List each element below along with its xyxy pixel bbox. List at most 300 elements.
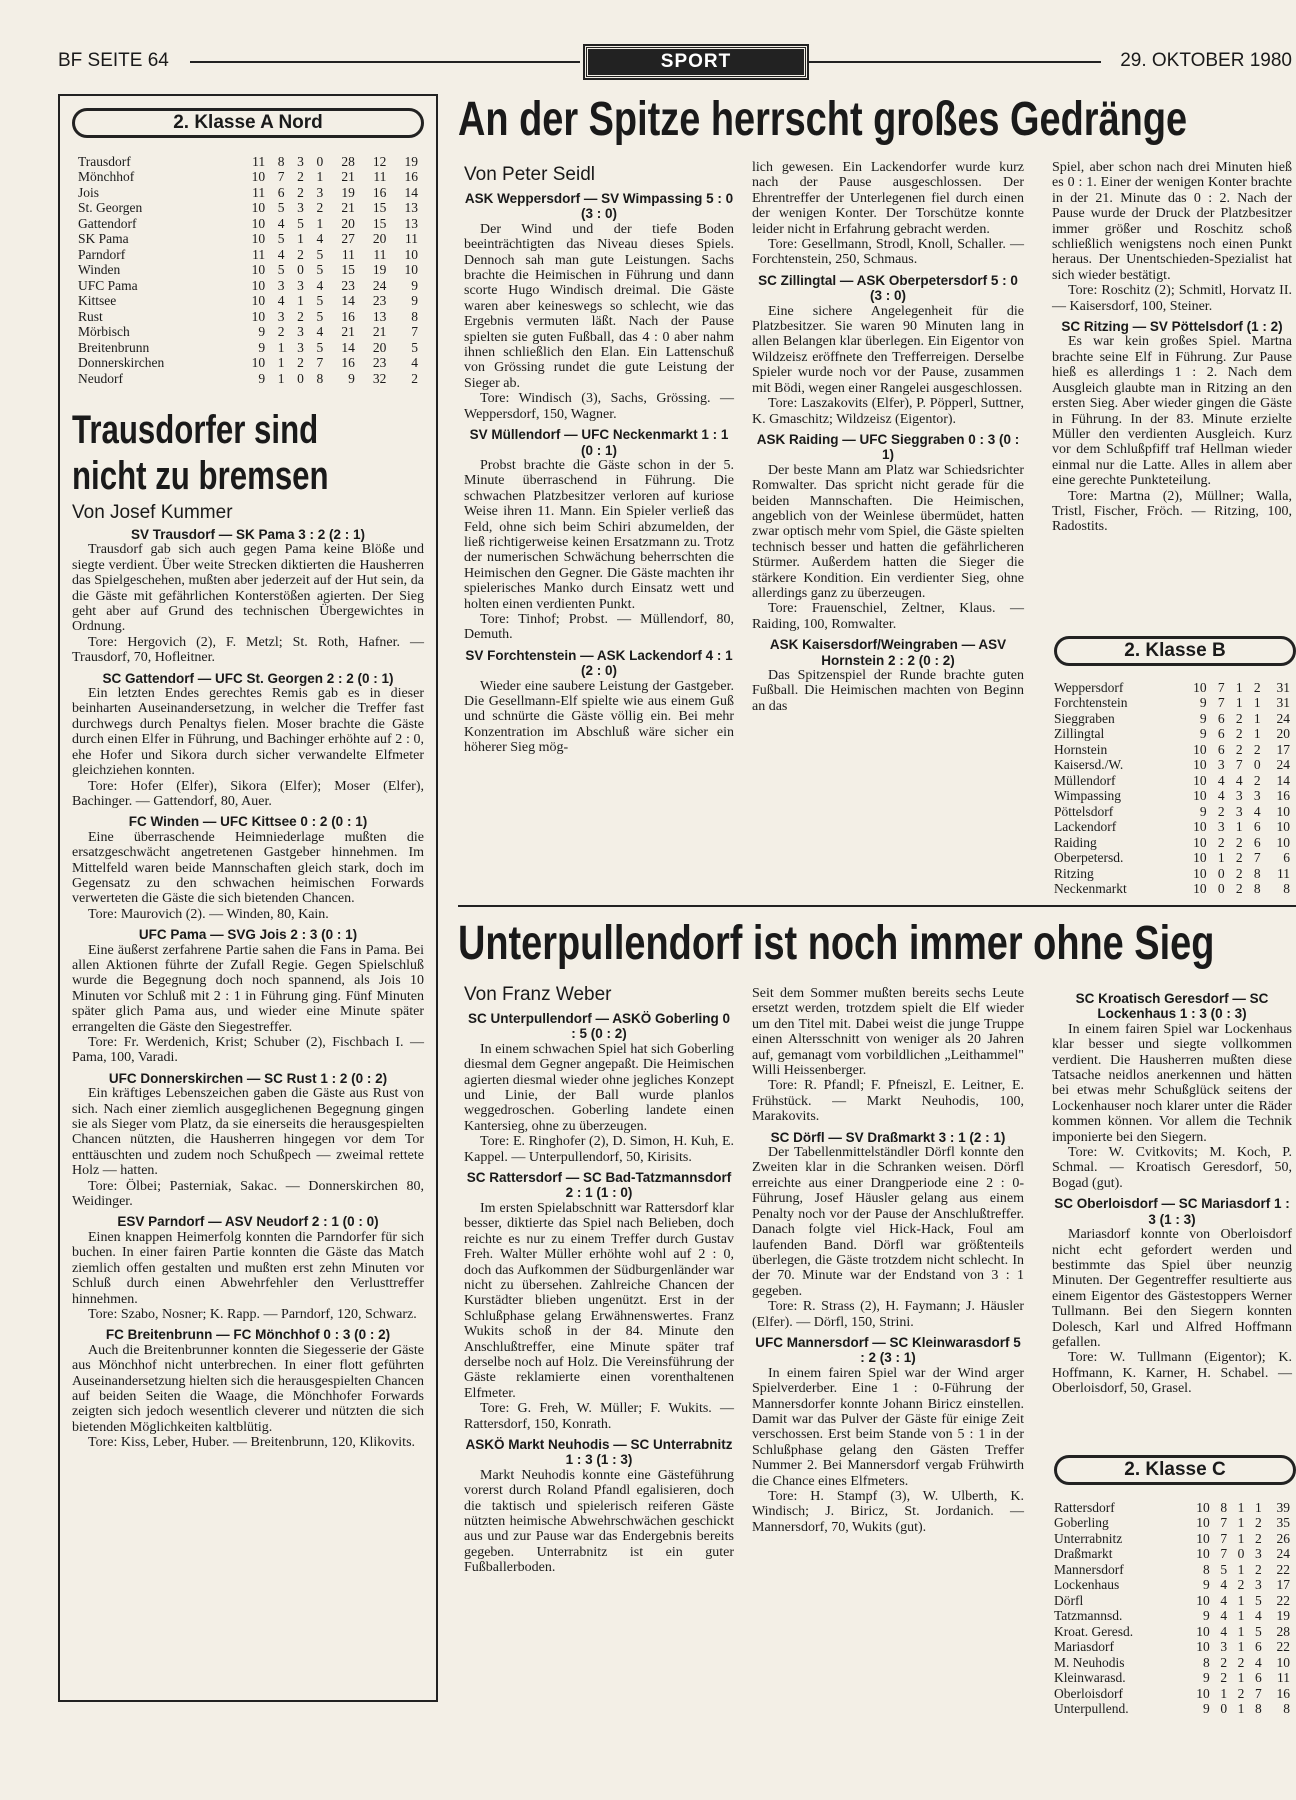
stat-cell: 3 <box>1217 757 1225 773</box>
stat-cell: 10 <box>251 231 266 247</box>
team-name: Rust <box>78 308 103 324</box>
standings-row <box>78 232 418 248</box>
stat-cell: 9 <box>258 324 266 340</box>
stat-cell: 0 <box>297 262 304 278</box>
match-report: Der Tabellenmittelständler Dörfl konnte den Zweiten klar in die Schranken weisen. Dörfl erreichte aus einer Drangperiode eine 2 : 0-Führung, Josef Häusler gelang aus einem Penalty noch vor der Pause der Anschlußtreffer. Danach folgte viel Hick-Hack, Foul am laufenden Band. Dörfl war größtenteils überlegen, die Gäste trotzdem nicht schlecht. In der 70. Minute war der Endstand von 3 : 1 gegeben. <box>752 1145 1024 1299</box>
stat-cell: 3 <box>1254 1546 1262 1562</box>
team-name: Hornstein <box>1054 741 1108 757</box>
standings-row <box>1054 680 1290 696</box>
stat-cell: 2 <box>1254 1530 1262 1546</box>
stat-cell: 1 <box>1235 819 1243 835</box>
stat-cell: 11 <box>252 153 266 169</box>
stat-cell: 0 <box>1217 865 1225 881</box>
article3-column-1 <box>464 1006 734 1576</box>
team-name: Lockenhaus <box>1054 1577 1120 1593</box>
match-report: Spiel, aber schon nach drei Minuten hieß es 0 : 1. Einer der wenigen Konter brachte in der 21. Minute das 0 : 2. Nach der Pause wurde der Druck der Platzbesitzer immer größer und Roschitz schoß schließlich wenigstens noch einen Punkt heraus. Der Unentschieden-Spezialist hat sich wieder bestätigt. <box>1052 160 1292 283</box>
standings-row <box>1054 882 1290 898</box>
match-scorers: Tore: W. Cvitkovits; M. Koch, P. Schmal. — Kroatisch Geresdorf, 50, Bogad (gut). <box>1052 1145 1292 1191</box>
standings-row <box>78 294 418 310</box>
stat-cell: 10 <box>1196 1530 1210 1546</box>
stat-cell: 2 <box>1237 1577 1245 1593</box>
match-heading: SC Rattersdorf — SC Bad-Tatzmannsdorf 2 : 1 (1 : 0) <box>466 1170 732 1201</box>
team-name: Lackendorf <box>1054 819 1117 835</box>
stat-cell: 4 <box>277 246 285 262</box>
team-name: Breitenbrunn <box>78 339 150 355</box>
stat-cell: 9 <box>1199 803 1207 819</box>
stat-cell: 3 <box>297 339 304 355</box>
match-report: In einem fairen Spiel war Lockenhaus klar besser und siegte vollkommen verdient. Die Hausherren mußten diese Tatsache neidlos anerkennen und hätten bei etwas mehr Schußglück seitens der Lockenhauser noch klarer unter die Räder kommen können. Vor allem die Technik imponierte bei den Siegern. <box>1052 1021 1292 1145</box>
stat-cell: 2 <box>297 355 304 371</box>
article2-byline: Von Peter Seidl <box>464 164 595 185</box>
standings-table-a <box>78 154 418 387</box>
stat-cell: 4 <box>316 231 324 247</box>
stat-cell: 3 <box>1217 819 1225 835</box>
stat-cell: 6 <box>1217 726 1225 742</box>
stat-cell: 4 <box>277 293 285 309</box>
stat-cell: 5 <box>316 262 324 278</box>
stat-cell: 15 <box>372 215 387 231</box>
stat-cell: 7 <box>411 324 418 340</box>
stat-cell: 10 <box>404 262 418 278</box>
match-heading: FC Breitenbrunn — FC Mönchhof 0 : 3 (0 : 2) <box>105 1327 391 1343</box>
match-scorers: Tore: Martna (2), Müllner; Walla, Tristl, Fischer, Fröch. — Ritzing, 100, Radostits. <box>1052 488 1292 535</box>
stat-cell: 7 <box>1253 850 1261 866</box>
match-report: Das Spitzenspiel der Runde brachte guten Fußball. Die Heimischen machten von Beginn an das <box>752 668 1024 714</box>
team-name: SK Pama <box>78 231 129 247</box>
stat-cell: 6 <box>1254 1639 1262 1655</box>
stat-cell: 11 <box>341 246 355 262</box>
stat-cell: 12 <box>372 153 387 169</box>
match-report: lich gewesen. Ein Lackendorfer wurde kurz nach der Pause ausgeschlossen. Der Ehrentreffer der Unterlegenen fiel durch einen der wenigen Konter. Der Torschütze konnte leider nicht in Erfahrung gebracht werden. <box>752 160 1024 237</box>
stat-cell: 10 <box>1193 881 1207 897</box>
standings-row <box>1054 851 1290 867</box>
stat-cell: 9 <box>1203 1670 1210 1686</box>
team-name: Winden <box>78 262 121 278</box>
stat-cell: 8 <box>1283 1701 1290 1717</box>
standings-row <box>1054 1624 1290 1640</box>
stat-cell: 10 <box>251 277 266 293</box>
team-name: Kittsee <box>78 293 117 309</box>
stat-cell: 1 <box>1237 1639 1245 1655</box>
stat-cell: 10 <box>1276 834 1290 850</box>
standings-row <box>78 247 418 263</box>
stat-cell: 6 <box>1253 834 1261 850</box>
match-scorers: Tore: R. Pfandl; F. Pfneiszl, E. Leitner, E. Frühstück. — Markt Neuhodis, 100, Marakovits. <box>752 1078 1024 1125</box>
stat-cell: 1 <box>1237 1592 1245 1608</box>
stat-cell: 1 <box>1253 710 1261 726</box>
article1-headline-line2: nicht zu bremsen <box>72 454 329 498</box>
match-report: In einem fairen Spiel war der Wind arger Spielverderber. Eine 1 : 0-Führung der Mannersdorfer konnte Johann Biricz einstellen. Damit war das Pulver der Gäste für einige Zeit verschossen. Erst beim Stande von 5 : 1 in der Schlußphase gelang den Gästen Treffer Nummer 2. Bei Mannersdorf vergab Frühwirth die Chance eines Elfmeters. <box>752 1365 1024 1489</box>
stat-cell: 2 <box>1237 1654 1245 1670</box>
stat-cell: 3 <box>1253 788 1261 804</box>
stat-cell: 3 <box>1254 1577 1262 1593</box>
standings-row <box>78 185 418 201</box>
match-report: Ein letzten Endes gerechtes Remis gab es in dieser beinharten Auseinandersetzung, in welcher die Treffer fast durchwegs durch Penaltys fielen. Moser brachte die Gäste durch einen Elfer in Führung, und Bachinger erhöhte auf 2 : 0, ehe Hofer und Sikora durch sicher verwandelte Elfmeter gleichziehen konnten. <box>72 686 424 779</box>
match-heading: SC Oberloisdorf — SC Mariasdorf 1 : 3 (1 : 3) <box>1054 1196 1290 1227</box>
stat-cell: 19 <box>372 262 387 278</box>
stat-cell: 10 <box>251 308 266 324</box>
stat-cell: 27 <box>341 231 355 247</box>
stat-cell: 6 <box>1254 1670 1262 1686</box>
standings-row <box>78 216 418 232</box>
stat-cell: 2 <box>297 169 304 185</box>
article3-column-2 <box>752 986 1024 1535</box>
stat-cell: 3 <box>297 277 304 293</box>
team-name: Forchtenstein <box>1054 695 1128 711</box>
stat-cell: 4 <box>316 324 324 340</box>
stat-cell: 24 <box>372 277 387 293</box>
stat-cell: 11 <box>252 184 266 200</box>
stat-cell: 1 <box>1237 1623 1245 1639</box>
match-scorers: Tore: G. Freh, W. Müller; F. Wukits. — Rattersdorf, 150, Konrath. <box>464 1401 734 1432</box>
stat-cell: 2 <box>1235 741 1243 757</box>
stat-cell: 3 <box>277 308 285 324</box>
team-name: Mannersdorf <box>1054 1561 1124 1577</box>
page-number: BF SEITE 64 <box>58 50 169 71</box>
match-report: Eine überraschende Heimniederlage mußten die ersatzgeschwächt angetretenen Gastgeber hinnehmen. Im Mittelfeld waren beide Mannschaften gleich stark, doch im Gegensatz zu den schwachen heimischen Forwards verwerteten die Gäste die sich bietenden Chancen. <box>72 829 424 907</box>
stat-cell: 20 <box>1276 726 1290 742</box>
stat-cell: 4 <box>1220 1623 1228 1639</box>
stat-cell: 2 <box>1235 850 1243 866</box>
stat-cell: 23 <box>341 277 355 293</box>
article2-column-2 <box>752 160 1024 714</box>
standings-row <box>78 325 418 341</box>
stat-cell: 10 <box>404 246 418 262</box>
stat-cell: 13 <box>372 308 387 324</box>
stat-cell: 1 <box>1237 1530 1245 1546</box>
stat-cell: 14 <box>341 293 355 309</box>
stat-cell: 3 <box>297 153 304 169</box>
stat-cell: 3 <box>297 200 304 216</box>
standings-row <box>1054 866 1290 882</box>
stat-cell: 10 <box>1193 772 1207 788</box>
stat-cell: 1 <box>1217 850 1225 866</box>
standings-row <box>1054 1562 1290 1578</box>
match-scorers: Tore: Fr. Werdenich, Krist; Schuber (2), Fischbach I. — Pama, 100, Varadi. <box>72 1035 424 1066</box>
stat-cell: 4 <box>1235 772 1243 788</box>
stat-cell: 3 <box>297 324 304 340</box>
stat-cell: 5 <box>1254 1623 1262 1639</box>
stat-cell: 8 <box>277 153 285 169</box>
stat-cell: 2 <box>1217 834 1225 850</box>
stat-cell: 2 <box>1253 772 1261 788</box>
stat-cell: 21 <box>341 169 355 185</box>
stat-cell: 9 <box>258 339 266 355</box>
stat-cell: 19 <box>1276 1608 1290 1624</box>
stat-cell: 2 <box>297 308 304 324</box>
stat-cell: 10 <box>1193 865 1207 881</box>
match-scorers: Tore: Laszakovits (Elfer), P. Pöpperl, Suttner, K. Gmaschitz; Wildzeisz (Eigentor). <box>752 396 1024 427</box>
match-scorers: Tore: Hofer (Elfer), Sikora (Elfer); Moser (Elfer), Bachinger. — Gattendorf, 80, Auer. <box>72 778 424 809</box>
stat-cell: 10 <box>1193 757 1207 773</box>
team-name: Kroat. Geresd. <box>1054 1623 1134 1639</box>
team-name: UFC Pama <box>78 277 138 293</box>
team-name: Kaisersd./W. <box>1054 757 1124 773</box>
stat-cell: 7 <box>1235 757 1243 773</box>
match-scorers: Tore: W. Tullmann (Eigentor); K. Hoffmann, K. Karner, H. Schabel. — Oberloisdorf, 50, Grasel. <box>1052 1350 1292 1397</box>
stat-cell: 2 <box>316 200 324 216</box>
match-report: Wieder eine saubere Leistung der Gastgeber. Die Gesellmann-Elf spielte wie aus einem Guß und schnürte die Gäste völlig ein. Bei mehr Konzentration im Abschluß wäre sicher ein höherer Sieg mög- <box>464 678 734 756</box>
stat-cell: 10 <box>1196 1623 1210 1639</box>
stat-cell: 9 <box>1199 726 1207 742</box>
stat-cell: 1 <box>1220 1685 1228 1701</box>
team-name: Gattendorf <box>78 215 137 231</box>
stat-cell: 1 <box>1237 1670 1245 1686</box>
stat-cell: 28 <box>341 153 355 169</box>
match-heading: UFC Pama — SVG Jois 2 : 3 (0 : 1) <box>138 927 358 943</box>
standings-row <box>78 356 418 372</box>
standings-row <box>1054 1686 1290 1702</box>
team-name: Unterpullend. <box>1054 1701 1129 1717</box>
stat-cell: 11 <box>373 246 387 262</box>
stat-cell: 31 <box>1276 695 1290 711</box>
stat-cell: 5 <box>297 215 304 231</box>
stat-cell: 2 <box>1220 1670 1228 1686</box>
stat-cell: 5 <box>316 293 324 309</box>
stat-cell: 13 <box>404 215 418 231</box>
stat-cell: 10 <box>251 200 266 216</box>
team-name: Kleinwarasd. <box>1054 1670 1126 1686</box>
article1-body <box>72 522 424 1451</box>
stat-cell: 3 <box>1235 803 1243 819</box>
match-heading: SC Gattendorf — UFC St. Georgen 2 : 2 (0 : 1) <box>102 670 394 686</box>
stat-cell: 6 <box>277 184 285 200</box>
stat-cell: 2 <box>1254 1515 1262 1531</box>
stat-cell: 3 <box>1235 788 1243 804</box>
stat-cell: 22 <box>1276 1592 1290 1608</box>
standings-row <box>1054 820 1290 836</box>
stat-cell: 2 <box>1235 726 1243 742</box>
stat-cell: 22 <box>1276 1561 1290 1577</box>
match-heading: FC Winden — UFC Kittsee 0 : 2 (0 : 1) <box>128 814 368 830</box>
team-name: Neudorf <box>78 370 123 386</box>
stat-cell: 1 <box>297 231 304 247</box>
stat-cell: 1 <box>1237 1499 1245 1515</box>
standings-row <box>78 170 418 186</box>
standings-row <box>78 278 418 294</box>
stat-cell: 9 <box>348 370 355 386</box>
team-name: Ritzing <box>1054 865 1094 881</box>
stat-cell: 19 <box>404 153 418 169</box>
team-name: Mörbisch <box>78 324 130 340</box>
article3-byline: Von Franz Weber <box>464 984 612 1005</box>
match-report: Mariasdorf konnte von Oberloisdorf nicht echt gefordert werden und bestimmte das Spiel über neunzig Minuten. Der Gegentreffer resultierte aus einem Eigentor des Gästestoppers Werner Tullmann. Bei den Siegern konnten Dolesch, Karl und Alfred Hoffmann gefallen. <box>1052 1227 1292 1350</box>
match-scorers: Tore: Windisch (3), Sachs, Grössing. — Weppersdorf, 150, Wagner. <box>464 391 734 422</box>
stat-cell: 2 <box>1253 679 1261 695</box>
stat-cell: 10 <box>1196 1546 1210 1562</box>
team-name: Mariasdorf <box>1054 1639 1114 1655</box>
stat-cell: 1 <box>297 293 304 309</box>
standings-row <box>78 371 418 387</box>
stat-cell: 10 <box>1276 803 1290 819</box>
stat-cell: 11 <box>1277 1670 1290 1686</box>
standings-row <box>1054 804 1290 820</box>
stat-cell: 19 <box>341 184 355 200</box>
match-heading: UFC Donnerskirchen — SC Rust 1 : 2 (0 : 2) <box>108 1070 388 1086</box>
stat-cell: 14 <box>404 184 418 200</box>
stat-cell: 4 <box>411 355 418 371</box>
standings-row <box>1054 1671 1290 1687</box>
standings-row <box>1054 1516 1290 1532</box>
stat-cell: 10 <box>1193 788 1207 804</box>
standings-row <box>78 154 418 170</box>
stat-cell: 5 <box>316 339 324 355</box>
stat-cell: 2 <box>411 370 418 386</box>
team-name: Müllendorf <box>1054 772 1116 788</box>
match-heading: SC Kroatisch Geresdorf — SC Lockenhaus 1 : 3 (0 : 3) <box>1075 991 1269 1022</box>
stat-cell: 1 <box>1253 726 1261 742</box>
standings-row <box>1054 1547 1290 1563</box>
match-report: Probst brachte die Gäste schon in der 5. Minute überraschend in Führung. Die schwachen Platzbesitzer verloren auf kuriose Weise ihren 11. Mann. Ein Spieler verließ das Feld, ohne sich beim Schiri abzumelden, der ließ richtigerweise keinen Ersatzmann zu. Trotz der numerischen Schwächung beherrschten die Heimischen den Gegner. Die Gäste machten ihr spielerisches Manko durch Einsatz wett und holten einen verdienten Punkt. <box>464 457 734 612</box>
match-scorers: Tore: Hergovich (2), F. Metzl; St. Roth, Hafner. — Trausdorf, 70, Hofleitner. <box>72 634 424 666</box>
team-name: St. Georgen <box>78 200 143 216</box>
stat-cell: 10 <box>251 262 266 278</box>
stat-cell: 4 <box>1253 803 1261 819</box>
match-report: Markt Neuhodis konnte eine Gästeführung vorerst durch Roland Pfandl egalisieren, doch die taktisch und spielerisch reiferen Gäste nützten heimische Abwehrschwächen geschickt aus und zur Pause war das Endergebnis bereits gegeben. Unterrabnitz ist ein guter Fußballerboden. <box>464 1467 734 1576</box>
team-name: Raiding <box>1054 834 1097 850</box>
stat-cell: 3 <box>316 184 324 200</box>
team-name: Pöttelsdorf <box>1054 803 1114 819</box>
standings-row <box>78 201 418 217</box>
stat-cell: 7 <box>277 169 285 185</box>
stat-cell: 10 <box>1196 1639 1210 1655</box>
stat-cell: 6 <box>1217 710 1225 726</box>
stat-cell: 20 <box>341 215 355 231</box>
match-report: Eine sichere Angelegenheit für die Platzbesitzer. Sie waren 90 Minuten lang in allen Belangen klar überlegen. Ein Eigentor von Wildzeisz eröffnete den Trefferreigen. Derselbe Spieler wurde noch vor der Pause, zusammen mit Bödi, wegen einer Rangelei ausgeschlossen. <box>752 303 1024 396</box>
stat-cell: 9 <box>1203 1608 1210 1624</box>
stat-cell: 10 <box>1193 850 1207 866</box>
stat-cell: 6 <box>1217 741 1225 757</box>
stat-cell: 2 <box>297 246 304 262</box>
standings-row <box>78 309 418 325</box>
match-report: In einem schwachen Spiel hat sich Goberling diesmal dem Gegner angepaßt. Die Heimischen agierten diesmal wieder ohne jegliches Konzept und Linie, der Ball wurde planlos weggedroschen. Goberling landete einen Kantersieg, ohne zu überzeugen. <box>464 1041 734 1134</box>
stat-cell: 28 <box>1276 1623 1290 1639</box>
stat-cell: 1 <box>1237 1701 1245 1717</box>
standings-row <box>1054 1655 1290 1671</box>
standings-row <box>1054 835 1290 851</box>
stat-cell: 8 <box>1253 865 1261 881</box>
stat-cell: 16 <box>341 355 355 371</box>
stat-cell: 7 <box>1220 1530 1228 1546</box>
stat-cell: 8 <box>1253 881 1261 897</box>
standings-row <box>1054 758 1290 774</box>
section-divider <box>458 905 1296 907</box>
match-heading: SC Ritzing — SV Pöttelsdorf (1 : 2) <box>1061 319 1283 335</box>
stat-cell: 14 <box>341 339 355 355</box>
stat-cell: 4 <box>1220 1592 1228 1608</box>
stat-cell: 24 <box>1276 757 1290 773</box>
stat-cell: 10 <box>1193 679 1207 695</box>
stat-cell: 1 <box>316 215 324 231</box>
match-report: Eine äußerst zerfahrene Partie sahen die Fans in Pama. Bei allen Aktionen führte der Zufall Regie. Gegen Spielschluß wurde die Begegnung doch noch spannend, als Jois 10 Minuten vor Schluß mit 2 : 1 in Führung ging. Fünf Minuten später glich Pama aus, und wieder eine Minute später errangelten die Gäste den Siegestreffer. <box>72 942 424 1035</box>
stat-cell: 10 <box>251 355 266 371</box>
team-name: Oberloisdorf <box>1054 1685 1123 1701</box>
match-heading: ASK Kaisersdorf/Weingraben — ASV Hornstein 2 : 2 (0 : 2) <box>769 637 1007 668</box>
stat-cell: 6 <box>1283 850 1290 866</box>
stat-cell: 16 <box>1276 788 1290 804</box>
match-report: Einen knappen Heimerfolg konnten die Parndorfer für sich buchen. In einer fairen Partie konnten die Gäste das Match ziemlich offen gestalten und mußten erst zehn Minuten vor Schluß durch einen Abwehrfehler den Verlusttreffer hinnehmen. <box>72 1229 424 1307</box>
stat-cell: 9 <box>411 277 418 293</box>
stat-cell: 23 <box>372 293 387 309</box>
match-heading: UFC Mannersdorf — SC Kleinwarasdorf 5 : 2 (3 : 1) <box>755 1334 1021 1366</box>
team-name: M. Neuhodis <box>1054 1654 1125 1670</box>
stat-cell: 8 <box>1203 1561 1210 1577</box>
stat-cell: 5 <box>277 231 285 247</box>
standings-row <box>1054 1640 1290 1656</box>
standings-row <box>1054 1593 1290 1609</box>
team-name: Trausdorf <box>78 153 131 169</box>
team-name: Weppersdorf <box>1054 679 1124 695</box>
team-name: Jois <box>78 184 100 200</box>
table-c-title: 2. Klasse C <box>1054 1455 1296 1485</box>
stat-cell: 5 <box>277 200 285 216</box>
match-heading: SV Müllendorf — UFC Neckenmarkt 1 : 1 (0 : 1) <box>469 427 729 458</box>
stat-cell: 8 <box>1203 1654 1210 1670</box>
match-report: Der Wind und der tiefe Boden beeinträchtigten das Niveau dieses Spiels. Dennoch sah man gute Leistungen. Sachs brachte die Heimischen in Führung und dann scorte Hugo Windisch dreimal. Die Gäste waren aber keineswegs so schlecht, wie das Ergebnis vermuten läßt. Nach der Pause spielten sie guten Fußball, das 4 : 0 aber nahm ihnen schließlich den Elan. Ein Lattenschuß von Grössing rundet die gute Leistung der Sieger ab. <box>464 221 734 391</box>
match-heading: SV Trausdorf — SK Pama 3 : 2 (2 : 1) <box>130 527 366 542</box>
team-name: Zillingtal <box>1054 726 1105 742</box>
match-report: Auch die Breitenbrunner konnten die Siegesserie der Gäste aus Mönchhof nicht unterbrechen. In einer flott geführten Auseinandersetzung hielten sich die herausgespielten Chancen auf beiden Seiten die Waage, die Mönchhofer Forwards zeigten sich jedoch wesentlich cleverer und nützten die sich bietenden Möglichkeiten kaltblütig. <box>72 1342 424 1435</box>
stat-cell: 20 <box>372 231 387 247</box>
table-b-title: 2. Klasse B <box>1054 636 1296 666</box>
article2-headline: An der Spitze herrscht großes Gedränge <box>458 93 1188 146</box>
team-name: Wimpassing <box>1054 788 1121 804</box>
stat-cell: 17 <box>1276 741 1290 757</box>
stat-cell: 10 <box>1196 1685 1210 1701</box>
stat-cell: 1 <box>1253 695 1261 711</box>
header-rule-right <box>808 61 1101 63</box>
match-report: Trausdorf gab sich auch gegen Pama keine Blöße und siegte verdient. Über weite Strecken diktierten die Hausherren das Spielgeschehen, mußten aber jederzeit auf der Hut sein, da die Gäste mit gefährlichen Konterstößen agierten. Der Sieg geht aber auf Grund des technischen Übergewichtes in Ordnung. <box>72 542 424 635</box>
match-scorers: Tore: Kiss, Leber, Huber. — Breitenbrunn, 120, Klikovits. <box>88 1435 416 1451</box>
stat-cell: 10 <box>1196 1592 1210 1608</box>
stat-cell: 4 <box>1217 788 1225 804</box>
stat-cell: 2 <box>1235 834 1243 850</box>
stat-cell: 6 <box>1253 819 1261 835</box>
stat-cell: 15 <box>372 200 387 216</box>
stat-cell: 21 <box>341 324 355 340</box>
team-name: Draßmarkt <box>1054 1546 1113 1562</box>
stat-cell: 17 <box>1276 1577 1290 1593</box>
stat-cell: 4 <box>1220 1577 1228 1593</box>
stat-cell: 9 <box>1203 1701 1210 1717</box>
stat-cell: 20 <box>372 339 387 355</box>
stat-cell: 5 <box>277 262 285 278</box>
stat-cell: 16 <box>372 184 387 200</box>
match-scorers: Tore: E. Ringhofer (2), D. Simon, H. Kuh, E. Kappel. — Unterpullendorf, 50, Kirisits. <box>464 1134 734 1165</box>
stat-cell: 16 <box>1276 1685 1290 1701</box>
standings-row <box>1054 711 1290 727</box>
stat-cell: 11 <box>373 169 387 185</box>
stat-cell: 0 <box>1237 1546 1245 1562</box>
standings-row <box>1054 789 1290 805</box>
stat-cell: 10 <box>251 293 266 309</box>
stat-cell: 7 <box>1217 679 1225 695</box>
team-name: Rattersdorf <box>1054 1499 1115 1515</box>
match-scorers: Tore: Maurovich (2). — Winden, 80, Kain. <box>88 906 329 922</box>
article1-headline-line1: Trausdorfer sind <box>72 408 319 452</box>
stat-cell: 4 <box>1254 1608 1262 1624</box>
match-scorers: Tore: Gesellmann, Strodl, Knoll, Schaller. — Forchtenstein, 250, Schmaus. <box>752 237 1024 268</box>
stat-cell: 10 <box>1276 819 1290 835</box>
stat-cell: 1 <box>316 169 324 185</box>
match-heading: SC Unterpullendorf — ASKÖ Goberling 0 : 5 (0 : 2) <box>467 1011 730 1042</box>
stat-cell: 2 <box>1237 1685 1245 1701</box>
match-heading: SV Forchtenstein — ASK Lackendorf 4 : 1 (2 : 0) <box>465 647 733 679</box>
stat-cell: 0 <box>316 153 324 169</box>
stat-cell: 10 <box>1193 819 1207 835</box>
match-scorers: Tore: Roschitz (2); Schmitl, Horvatz II. — Kaisersdorf, 100, Steiner. <box>1052 283 1292 314</box>
match-scorers: Tore: Ölbei; Pasterniak, Sakac. — Donnerskirchen 80, Weidinger. <box>72 1178 424 1210</box>
